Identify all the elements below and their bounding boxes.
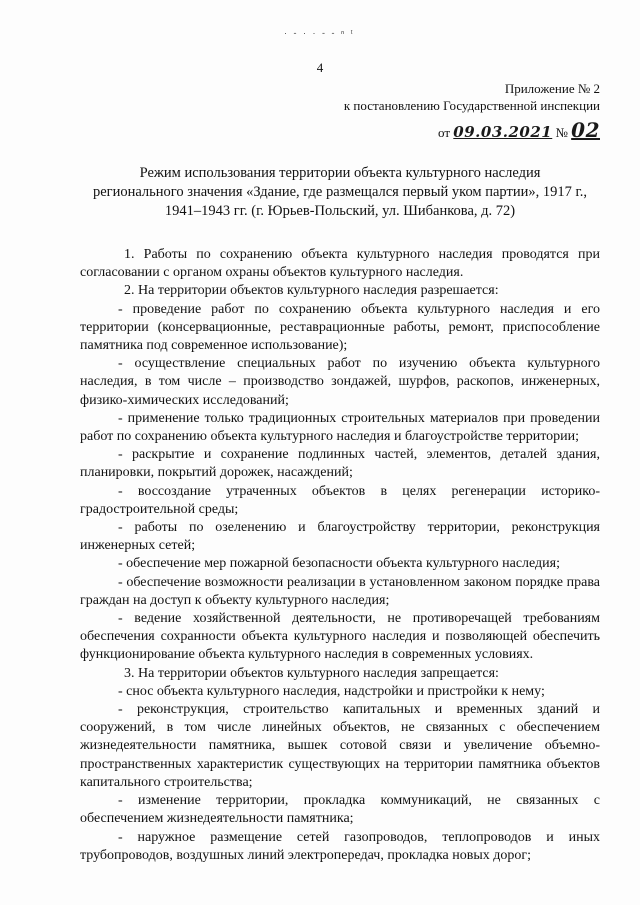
list-item: - воссоздание утраченных объектов в целях регенерации историко-градостроительной среды; bbox=[80, 483, 600, 517]
date-prefix: от bbox=[438, 125, 451, 140]
list-item: - раскрытие и сохранение подлинных частей, элементов, деталей здания, планировки, покрытий дорожек, насаждений; bbox=[80, 447, 600, 481]
list-item: - реконструкция, строительство капитальных и временных зданий и сооружений, в том числе линейных объектов, не связанных с обеспечением жизнедеятельности памятника, вышек сотовой связи и увеличение объемно-пространственных характеристик существующих на территории памятника объектов капитального строительства; bbox=[80, 702, 600, 790]
list-item: - проведение работ по сохранению объекта культурного наследия и его территории (консервационные, реставрационные работы, ремонт, приспособление памятника под современное использование); bbox=[80, 301, 600, 354]
handwritten-number: 02 bbox=[571, 118, 600, 142]
list-item: - работы по озеленению и благоустройству территории, реконструкция инженерных сетей; bbox=[80, 520, 600, 554]
list-item: - осуществление специальных работ по изучению объекта культурного наследия, в том числе – производство зондажей, шурфов, раскопов, инженерных, физико-химических исследований; bbox=[80, 356, 600, 408]
annex-title: Приложение № 2 bbox=[504, 81, 600, 96]
title-line: регионального значения «Здание, где размещался первый уком партии», 1917 г., bbox=[92, 184, 588, 200]
list-item: - снос объекта культурного наследия, надстройки и пристройки к нему; bbox=[118, 683, 545, 699]
title-line: 1941–1943 гг. (г. Юрьев-Польский, ул. Шибанкова, д. 72) bbox=[164, 203, 516, 219]
number-prefix: № bbox=[555, 125, 568, 140]
list-item: - наружное размещение сетей газопроводов, теплопроводов и иных трубопроводов, воздушных линий электропередач, прокладка новых дорог; bbox=[80, 829, 600, 863]
document-title bbox=[80, 164, 600, 221]
list-item: - применение только традиционных строительных материалов при проведении работ по сохранению объекта культурного наследия и благоустройстве территории; bbox=[80, 410, 600, 445]
annex-header bbox=[344, 80, 600, 114]
scan-artifact-marks: · - · · - - ⁿ ᵗ bbox=[284, 28, 355, 38]
paragraph-3-heading: 3. На территории объектов культурного наследия запрещается: bbox=[124, 665, 499, 681]
list-item: - ведение хозяйственной деятельности, не противоречащей требованиям обеспечения сохранности объекта культурного наследия и позволяющей обеспечить функционирование объекта культурного наследия в современных условиях. bbox=[80, 611, 600, 663]
document-body bbox=[80, 246, 600, 865]
paragraph-1: 1. Работы по сохранению объекта культурного наследия проводятся при согласовании с органом охраны объектов культурного наследия. bbox=[80, 247, 600, 281]
handwritten-date: 09.03.2021 bbox=[453, 123, 553, 141]
list-item: - обеспечение мер пожарной безопасности объекта культурного наследия; bbox=[118, 556, 561, 572]
list-item: - обеспечение возможности реализации в установленном законом порядке права граждан на доступ к объекту культурного наследия; bbox=[80, 574, 600, 608]
annex-reference: к постановлению Государственной инспекции bbox=[343, 98, 600, 113]
annex-date-number bbox=[438, 118, 600, 142]
list-item: - изменение территории, прокладка коммуникаций, не связанных с обеспечением жизнедеятельности памятника; bbox=[80, 793, 600, 827]
paragraph-2-heading: 2. На территории объектов культурного наследия разрешается: bbox=[124, 283, 499, 299]
title-line: Режим использования территории объекта культурного наследия bbox=[139, 165, 541, 181]
page-number: 4 bbox=[316, 60, 324, 75]
